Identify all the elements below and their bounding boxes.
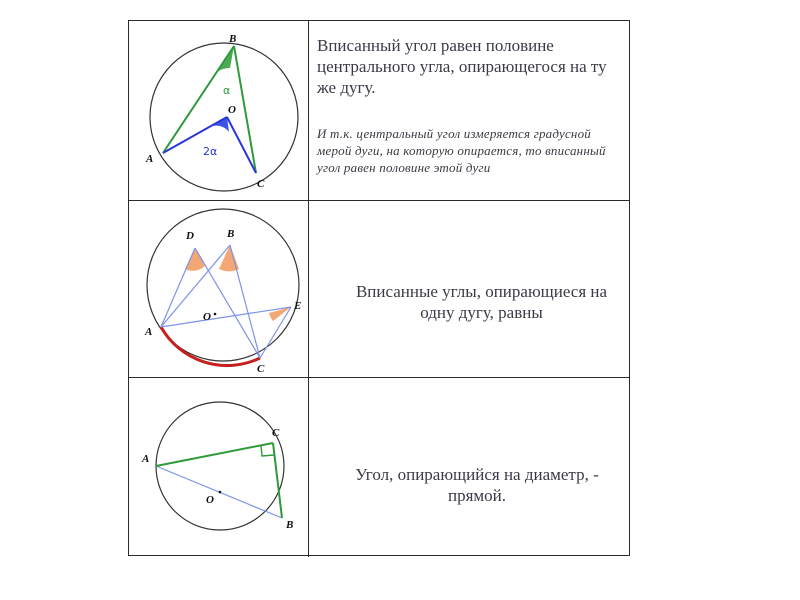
label-C: C [257,363,265,375]
label-2alpha: 2α [203,145,218,158]
label-A: A [145,326,153,338]
theorem-right-angle: Угол, опирающийся на диаметр, - прямой. [355,465,599,505]
right-angle-diagram [129,378,309,557]
theorem-table [128,20,630,556]
figure-cell-1 [129,21,309,200]
label-O: O [203,311,211,323]
label-B: B [227,228,235,240]
label-B: B [229,33,237,45]
equal-angles-diagram [129,201,309,378]
table-row-inscribed-central [129,21,629,201]
inscribed-central-diagram [129,21,309,201]
table-row-equal-angles [129,201,629,378]
theorem-equal-angles: Вписанные углы, опирающиеся на одну дугу, равны [355,282,608,322]
text-cell-2 [309,201,629,377]
figure-cell-3 [129,378,309,557]
text-cell-3 [309,378,629,557]
label-C: C [272,427,280,439]
label-alpha: α [223,84,231,97]
theorem-inscribed-central: Вписанный угол равен половине центрального угла, опирающегося на ту же дугу. [317,36,607,97]
text-cell-1 [309,21,629,200]
right-angle-mark [261,445,274,456]
label-O: O [206,494,214,506]
figure-cell-2 [129,201,309,377]
table-row-right-angle [129,378,629,557]
label-A: A [146,153,154,165]
label-O: O [228,104,236,116]
segment-CB [273,443,282,518]
segment-AC [156,443,273,466]
label-A: A [142,453,150,465]
segment-OA [163,117,227,153]
segment-BC [234,46,256,173]
label-E: E [294,300,302,312]
center-point [214,313,217,316]
center-point [219,491,222,494]
note-arc-measure: И т.к. центральный угол измеряется градусной мерой дуги, на которую опирается, то вписанный угол равен половине этой дуги [317,126,606,175]
label-D: D [186,230,194,242]
label-C: C [257,178,265,190]
label-B: B [286,519,294,531]
